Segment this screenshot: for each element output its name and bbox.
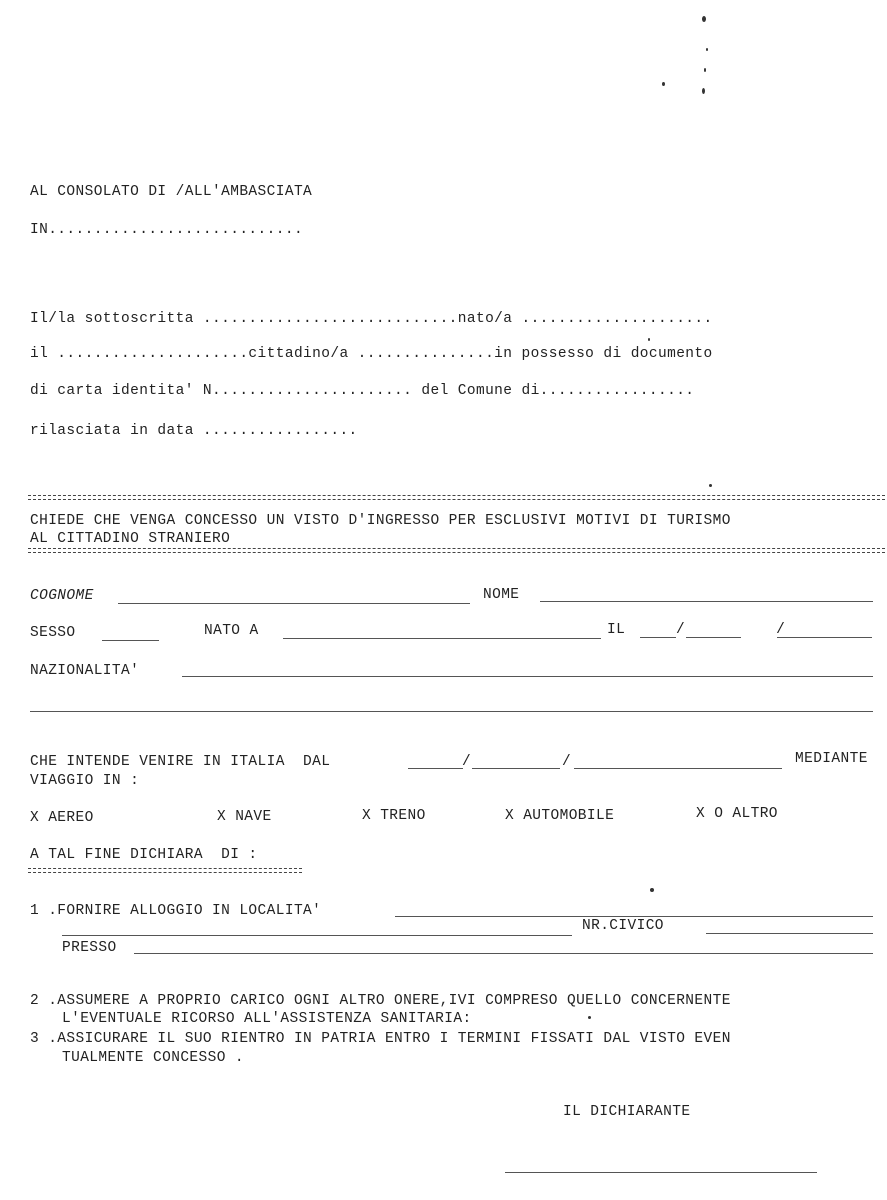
option-automobile[interactable]: X AUTOMOBILE xyxy=(505,808,615,824)
nato-a-field[interactable] xyxy=(283,638,601,639)
location-line: IN............................ xyxy=(30,222,304,238)
il-label: IL xyxy=(607,622,626,638)
birth-day-field[interactable] xyxy=(640,637,676,638)
scan-speck xyxy=(704,68,706,72)
travel-date-sep-2: / xyxy=(562,754,572,770)
presso-field[interactable] xyxy=(134,953,873,954)
declaration-heading: A TAL FINE DICHIARA DI : xyxy=(30,847,258,863)
cognome-field[interactable] xyxy=(118,603,470,604)
travel-date-sep-1: / xyxy=(462,754,472,770)
declarant-birth-line: il .....................cittadino/a ...............in possesso di documento xyxy=(30,346,713,362)
birth-month-field[interactable] xyxy=(686,637,741,638)
option-nave[interactable]: X NAVE xyxy=(217,809,272,825)
presso-label: PRESSO xyxy=(62,940,117,956)
birth-date-separator: / / xyxy=(676,622,786,638)
cognome-label: COGNOME xyxy=(30,588,94,604)
mediante-label: MEDIANTE xyxy=(795,751,868,767)
scan-speck xyxy=(702,88,705,94)
request-line-2: AL CITTADINO STRANIERO xyxy=(30,531,231,547)
nazionalita-extra-field[interactable] xyxy=(30,711,873,712)
separator-rule xyxy=(28,495,885,500)
nato-a-label: NATO A xyxy=(204,623,259,639)
heading-underline-rule xyxy=(28,868,302,873)
birth-year-field[interactable] xyxy=(777,637,872,638)
travel-intent-line: CHE INTENDE VENIRE IN ITALIA DAL xyxy=(30,754,331,770)
declaration-item-1: 1 .FORNIRE ALLOGGIO IN LOCALITA' xyxy=(30,903,322,919)
sesso-field[interactable] xyxy=(102,640,159,641)
nr-civico-label: NR.CIVICO xyxy=(582,918,664,934)
declarant-name-line: Il/la sottoscritta ............................nato/a ..................... xyxy=(30,311,713,327)
scan-speck xyxy=(650,888,654,892)
scan-speck xyxy=(709,484,712,487)
option-altro[interactable]: X O ALTRO xyxy=(696,806,778,822)
separator-rule xyxy=(28,548,885,553)
declaration-item-2-line-2: L'EVENTUALE RICORSO ALL'ASSISTENZA SANITARIA: xyxy=(62,1011,472,1027)
scan-speck xyxy=(588,1016,591,1019)
declarant-id-line: di carta identita' N...................... del Comune di................. xyxy=(30,383,695,399)
signature-field[interactable] xyxy=(505,1172,817,1173)
option-aereo[interactable]: X AEREO xyxy=(30,810,94,826)
signature-label: IL DICHIARANTE xyxy=(563,1104,691,1120)
nazionalita-label: NAZIONALITA' xyxy=(30,663,140,679)
travel-month-field[interactable] xyxy=(472,768,560,769)
travel-day-field[interactable] xyxy=(408,768,463,769)
travel-year-field[interactable] xyxy=(574,768,782,769)
consulate-heading: AL CONSOLATO DI /ALL'AMBASCIATA xyxy=(30,184,313,200)
address-field[interactable] xyxy=(62,935,572,936)
declaration-item-3-line-1: 3 .ASSICURARE IL SUO RIENTRO IN PATRIA ENTRO I TERMINI FISSATI DAL VISTO EVEN xyxy=(30,1031,731,1047)
nome-label: NOME xyxy=(483,587,520,603)
scan-speck xyxy=(648,338,650,341)
viaggio-in-label: VIAGGIO IN : xyxy=(30,773,140,789)
request-line-1: CHIEDE CHE VENGA CONCESSO UN VISTO D'INGRESSO PER ESCLUSIVI MOTIVI DI TURISMO xyxy=(30,513,731,529)
nazionalita-field[interactable] xyxy=(182,676,873,677)
scan-speck xyxy=(662,82,665,86)
declarant-issue-date-line: rilasciata in data ................. xyxy=(30,423,358,439)
scan-speck xyxy=(702,16,706,22)
sesso-label: SESSO xyxy=(30,625,76,641)
scan-speck xyxy=(706,48,708,51)
declaration-item-3-line-2: TUALMENTE CONCESSO . xyxy=(62,1050,245,1066)
localita-field[interactable] xyxy=(395,916,873,917)
option-treno[interactable]: X TRENO xyxy=(362,808,426,824)
nr-civico-field[interactable] xyxy=(706,933,873,934)
nome-field[interactable] xyxy=(540,601,873,602)
declaration-item-2-line-1: 2 .ASSUMERE A PROPRIO CARICO OGNI ALTRO ONERE,IVI COMPRESO QUELLO CONCERNENTE xyxy=(30,993,731,1009)
